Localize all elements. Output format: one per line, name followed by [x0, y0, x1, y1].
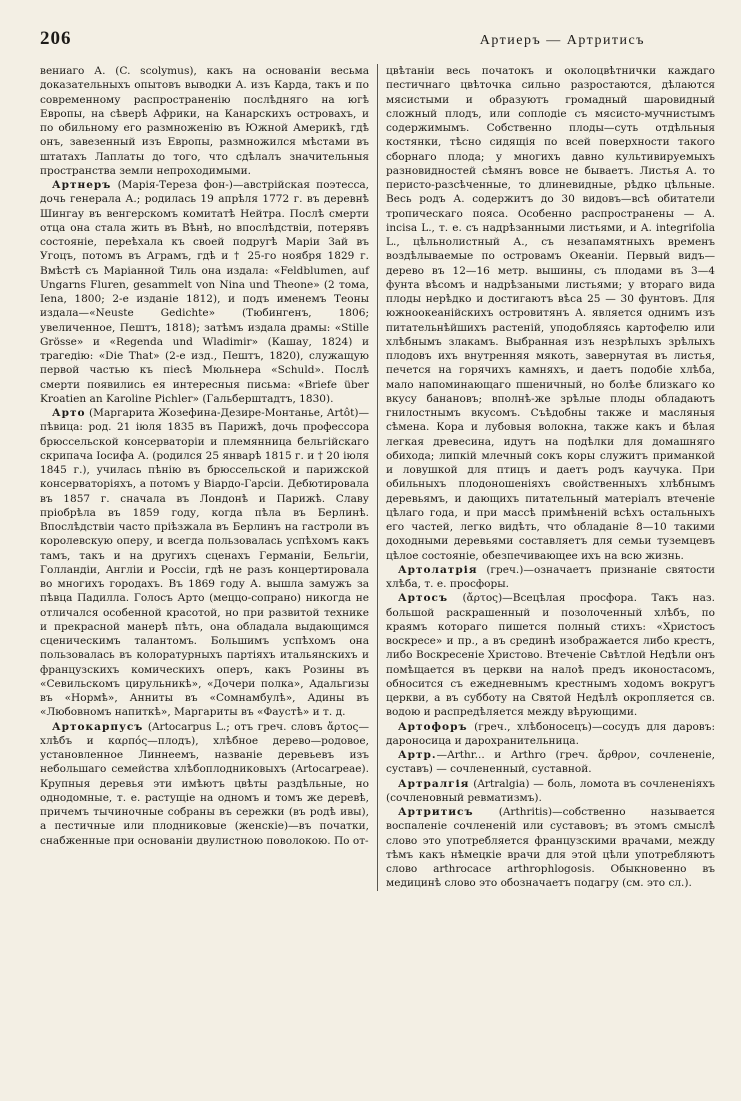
entry-text: (Artocarpus L.; отъ греч. словъ ἄρτος—хлѣбъ и καρπός—плодъ), хлѣбное дерево—родовое, установленное Линнеемъ, названіе деревьевъ изъ небольшаго семейства хлѣбоплодниковыхъ (Artocarpeae). Крупныя деревья эти имѣютъ цвѣты раздѣльные, но однодомные, т. е. растущіе на одномъ и томъ же деревѣ, причемъ тычиночные собраны въ сережки (въ родѣ ивы), а пестичные или плодниковые (женскіе)—въ початки, снабженные при основаніи двулистною поволокою. По от-	[40, 720, 369, 847]
article-continuation	[386, 64, 715, 563]
entry-headword: Арто	[52, 407, 86, 419]
entry-headword: Артокарпусъ	[52, 720, 144, 733]
entry-text: (Arthritis)—собственно называется воспаленіе сочлененій или суставовъ; въ этомъ смыслѣ слово это употребляется французскими врачами, между тѣмъ какъ нѣмецкіе врачи для этой цѣли употребляютъ слово arthrocace arthrophlogosis. Обыкновенно въ медицинѣ слово это обозначаетъ подагру (см. это сл.).	[386, 806, 715, 890]
article-entry	[40, 178, 369, 406]
article-entry	[386, 720, 715, 749]
entry-headword: Артр.	[398, 749, 437, 761]
entry-text: цвѣтаніи весь початокъ и околоцвѣтнички каждаго пестичнаго цвѣточка сильно разростаются, дѣлаются мясистыми и образуютъ громадный шаровидный сложный плодъ, или соплодіе съ мясисто-мучнистымъ содержимымъ. Собственно плоды—суть отдѣльныя костянки, тѣсно сидящія по всей поверхности такого сборнаго плода; у многихъ давно культивируемыхъ разновидностей сѣмянъ вовсе не бываетъ. Листья А. то перисто-разсѣченные, то длиневидные, рѣдко цѣльные. Весь родъ А. содержитъ до 30 видовъ—всѣ обитатели тропическаго пояса. Особенно распространены — A. incisa L., т. е. съ надрѣзанными листьями, и A. integrifolia L., цѣльнолистный А., съ незапамятныхъ временъ воздѣлываемые по островамъ Океаніи. Первый видъ—дерево въ 12—16 метр. вышины, съ плодами въ 3—4 фунта вѣсомъ и надрѣзаными листьями; у втораго вида плоды нерѣдко и достигаютъ вѣса 25 — 30 фунтовъ. Для южноокеанійскихъ островитянъ А. является однимъ изъ питательнѣйшихъ растеній, уподобляясь картофелю или хлѣбнымъ злакамъ. Выбранная изъ незрѣлыхъ зрѣлыхъ плодовъ ихъ внутренняя мякоть, завернутая въ листья, печется на горячихъ камняхъ, и даетъ подобіе хлѣба, мало напоминающаго пшеничный, но болѣе близкаго ко вкусу банановъ; вполнѣ-же зрѣлые плоды обладаютъ гнилостнымъ вкусомъ. Съѣдобны также и масляныя сѣмена. Кора и лубовыя волокна, также какъ и бѣлая легкая древесина, идутъ на подѣлки для домашняго обихода; липкій млечный сокъ коры служитъ приманкой и ловушкой для птицъ и даетъ родъ каучука. При обильныхъ плодоношеніяхъ свойственныхъ хлѣбнымъ деревьямъ, и дающихъ питательный матеріалъ втеченіе цѣлаго года, и при массѣ примѣненій всѣхъ остальныхъ его частей, легко видѣть, что обладаніе 8—10 такими доходными деревьями составляетъ для семьи туземцевъ цѣлое состояніе, обезпечивающее ихъ на всю жизнь.	[386, 65, 715, 562]
right-column	[377, 64, 715, 891]
entry-headword: Артралгія	[398, 777, 470, 790]
columns	[40, 64, 715, 891]
entry-text: (ἄρτος)—Всецѣлая просфора. Такъ наз. большой раскрашенный и позолоченный хлѣбъ, по краямъ котораго пишется полный стихъ: «Христосъ воскресе» и пр., а въ срединѣ изображается либо крестъ, либо Воскресеніе Христово. Втеченіе Свѣтлой Недѣли онъ помѣщается въ церкви на налоѣ предъ иконостасомъ, обносится съ ежедневнымъ крестнымъ ходомъ вокругъ церкви, а въ субботу на Святой Недѣлѣ окропляется св. водою и распредѣляется между вѣрующими.	[386, 592, 715, 719]
entry-text: (Artralgia) — боль, ломота въ сочлененіяхъ (сочленовный ревматизмъ).	[386, 777, 715, 804]
left-column	[40, 64, 377, 891]
article-entry	[40, 720, 369, 848]
entry-headword: Артосъ	[398, 592, 449, 605]
article-entry	[386, 748, 715, 777]
entry-headword: Артнеръ	[52, 179, 112, 191]
entry-headword: Артофоръ	[398, 720, 468, 733]
article-entry	[386, 563, 715, 592]
entry-text: —Arthr... и Arthro (греч. ἄρθρον, сочлененіе, суставъ) — сочлененный, суставной.	[386, 749, 715, 776]
entry-headword: Артолатрія	[398, 563, 478, 576]
page-header	[40, 28, 715, 58]
page-number: 206	[40, 28, 72, 49]
article-entry	[40, 406, 369, 720]
running-head: Артиеръ — Артритисъ	[479, 33, 645, 48]
entry-text: (греч., хлѣбоносецъ)—сосудъ для даровъ: дароносица и дарохранительница.	[386, 720, 715, 747]
article-continuation	[40, 64, 369, 178]
entry-text: (Маргарита Жозефина-Дезире-Монтанье, Artôt)—пѣвица: род. 21 іюля 1835 въ Парижѣ, дочь профессора брюссельской консерваторіи и племянница бельгійскаго скрипача Іосифа А. (родился 25 январѣ 1815 г. и † 20 іюля 1845 г.), училась пѣнію въ брюссельской и парижской консерваторіяхъ, а потомъ у Віардо-Гарсіи. Дебютировала въ 1857 г. сначала въ Лондонѣ и Парижѣ. Славу пріобрѣла въ 1859 году, когда пѣла въ Берлинѣ. Впослѣдствіи часто пріѣзжала въ Берлинъ на гастроли въ королевскую оперу, и всегда пользовалась успѣхомъ какъ тамъ, такъ и на другихъ сценахъ Германіи, Бельгіи, Голландіи, Англіи и Россіи, гдѣ не разъ концертировала во многихъ городахъ. Въ 1869 году А. вышла замужъ за пѣвца Падилла. Голосъ Арто (меццо-сопрано) никогда не отличался особенной красотой, но при развитой технике и прекрасной манерѣ пѣть, она обладала выдающимся сценическимъ талантомъ. Большимъ успѣхомъ она пользовалась въ колоратурныхъ партіяхъ итальянскихъ и французскихъ комическихъ оперъ, какъ Розины въ «Севильскомъ цирульникѣ», «Дочери полка», Адальгизы въ «Нормѣ», Анниты въ «Сомнамбулѣ», Адины въ «Любовномъ напиткѣ», Маргариты въ «Фаустѣ» и т. д.	[40, 407, 369, 719]
article-entry	[386, 591, 715, 719]
entry-text: вениаго А. (C. scolymus), какъ на основаніи весьма доказательныхъ опытовъ выводки А. изъ Карда, такъ и по современному распространенію послѣдняго на югѣ Европы, на сѣверѣ Африки, на Канарскихъ островахъ, и по обильному его размноженію въ Южной Америкѣ, гдѣ онъ, завезенный изъ Европы, размножился мѣстами въ штатахъ Лаплаты до того, что сдѣлалъ значительныя пространства земли непроходимыми.	[40, 65, 369, 177]
entry-headword: Артритисъ	[398, 806, 474, 818]
entry-text: (Марія-Тереза фон-)—австрійская поэтесса, дочь генерала А.; родилась 19 апрѣля 1772 г. въ деревнѣ Шингау въ венгерскомъ комитатѣ Нейтра. Послѣ смерти отца она стала жить въ Вѣнѣ, но впослѣдствіи, потерявъ состояніе, переѣхала къ своей подругѣ Маріи Зай въ Угоцъ, потомъ въ Аграмъ, гдѣ и † 25-го ноября 1829 г. Вмѣстѣ съ Маріанной Тиль она издала: «Feldblumen, auf Ungarns Fluren, gesammelt von Nina und Theone» (2 тома, Iena, 1800; 2-е изданіе 1812), и подъ именемъ Теоны издала—«Neuste Gedichte» (Тюбингенъ, 1806; увеличенное, Пештъ, 1818); затѣмъ издала драмы: «Stille Grösse» и «Regenda und Wladimir» (Кашау, 1824) и трагедію: «Die That» (2-е изд., Пештъ, 1820), служащую первой частью къ піесѣ Мюльнера «Schuld». Послѣ смерти появились ея интересныя письма: «Briefe über Kroatien an Karoline Pichler» (Гальберштадтъ, 1830).	[40, 179, 369, 405]
entry-text: (греч.)—означаетъ признаніе святости хлѣба, т. е. просфоры.	[386, 563, 715, 590]
article-entry	[386, 805, 715, 891]
article-entry	[386, 777, 715, 806]
